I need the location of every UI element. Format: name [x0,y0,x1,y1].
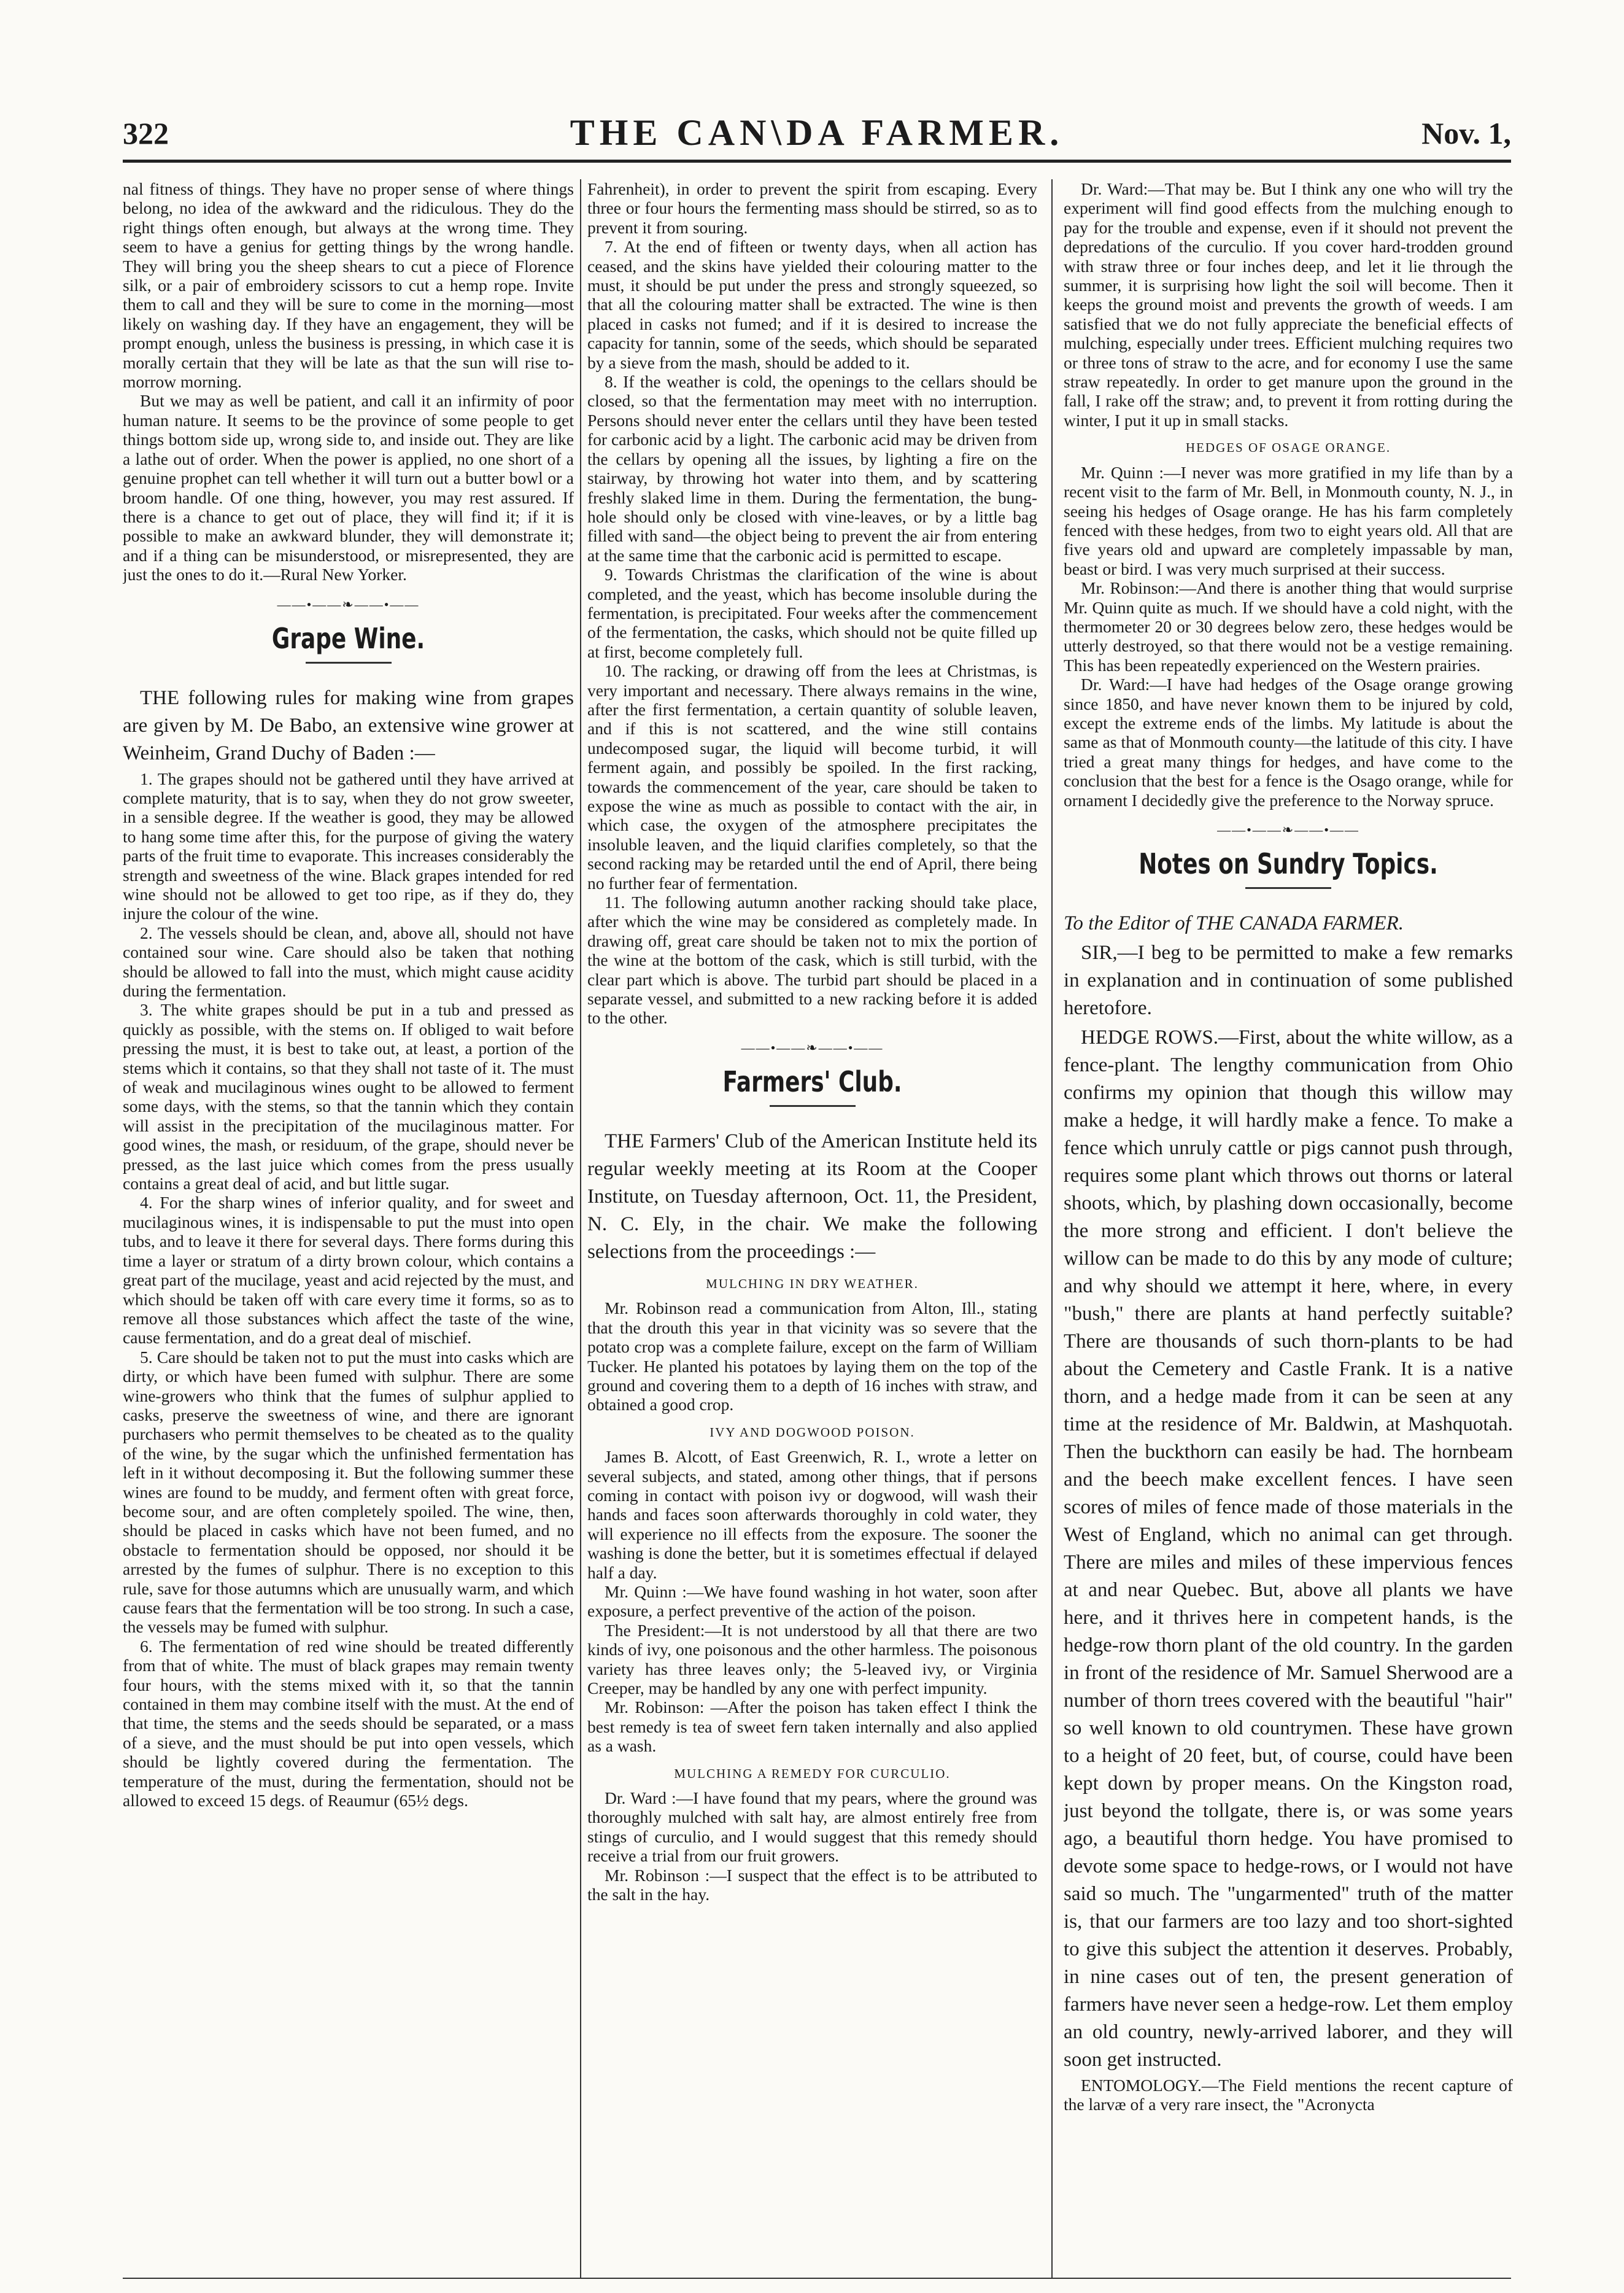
rule-paragraph: 6. The fermentation of red wine should be treated differently from that of white. The must of black grapes may remain twenty four hours, with the stems mixed with it, so that the tannin contained in them may combine itself with the must. At the end of that time, the stems and the seeds should be separated, or a mass of a sieve, and the must should be put into open vessels, which should be lightly covered during the fermentation. The temperature of the must, during the fermentation, should not be allowed to exceed 15 degs. of Reaumur (65½ degs. [123,1636,574,1810]
column-rule [580,179,581,2279]
heading-rule [770,1105,856,1107]
rule-paragraph: 3. The white grapes should be put in a tub and pressed as quickly as possible, with the stems on. If obliged to wait before pressing the must, it is best to take out, at least, a portion of the stems which it contains, so that they shall not taste of it. The must of weak and mucilaginous wines ought to be allowed to ferment some days, with the stems, so that the tannin which they contain will assist in the precipitation of the mucilaginous matter. For good wines, the mash, or residuum, of the grape, should never be pressed, as the last juice which comes from the press usually contains a great deal of acid, and but little sugar. [123,1000,574,1193]
article-intro: THE following rules for making wine from grapes are given by M. De Babo, an extensive wine grower at Weinheim, Grand Duchy of Baden :— [123,686,574,764]
article-intro: THE Farmers' Club of the American Institute held its regular weekly meeting at its Room at the Cooper Institute, on Tuesday afternoon, Oct. 11, the President, N. C. Ely, in the chair. We make the following selections from the proceedings :— [587,1130,1037,1263]
column-2 [587,179,1037,2273]
page-header [123,111,1511,163]
subheading: IVY AND DOGWOOD POISON. [710,1424,915,1440]
letter-paragraph: SIR,—I beg to be permitted to make a few remarks in explanation and in continuation of some published heretofore. [1064,942,1513,1019]
article-paragraph: nal fitness of things. They have no proper sense of where things belong, no idea of the awkward and the ridiculous. They do the right things often enough, but always at the wrong time. They seem to have a genius for getting things by the wrong handle. They will bring you the sheep shears to cut a piece of Florence silk, or a pair of embroidery scissors to cut a hemp rope. Invite them to call and they will be sure to come in the morning—most likely on washing day. If they have an engagement, they will be prompt enough, unless the business is pressing, in which case it is morally certain that they will be late as that the sun will rise to-morrow morning. [123,179,574,392]
article-paragraph: The President:—It is not understood by all that there are two kinds of ivy, one poisonous and the other harmless. The poisonous variety has three leaves only; the 5-leaved ivy, or Virginia Creeper, may be handled by any one with perfect impunity. [587,1620,1037,1697]
article-paragraph: Dr. Ward :—I have found that my pears, where the ground was thoroughly mulched with salt hay, are almost entirely free from stings of curculio, and I would suggest that this remedy should receive a trial from our fruit growers. [587,1788,1037,1866]
article-paragraph: Mr. Robinson:—And there is another thing that would surprise Mr. Quinn quite as much. If we should have a cold night, with the thermometer 20 or 30 degrees below zero, these hedges would be utterly destroyed, so that there would not be a vestige remaining. This has been repeatedly experienced on the Western prairies. [1064,578,1513,675]
rule-paragraph: 10. The racking, or drawing off from the lees at Christmas, is very important and necessary. There always remains in the wine, after the first fermentation, a certain quantity of soluble leaven, and if this is not scattered, and the wine still contains undecomposed sugar, the liquid will become turbid, it will ferment again, and possibly be spoiled. In the first racking, towards the commencement of the year, care should be taken to expose the wine as much as possible to contact with the air, in which case, the oxygen of the atmosphere precipitates the insoluble leaven, and the liquid clarifies completely, so that the second racking may be retarded until the end of April, there being no further fear of fermentation. [587,661,1037,893]
article-paragraph: James B. Alcott, of East Greenwich, R. I., wrote a letter on several subjects, and stated, among other things, that if persons coming in contact with poison ivy or dogwood, will wash their hands and faces soon afterwards thoroughly in cold water, they will experience no ill effects from the exposure. The sooner the washing is done the better, but it is sometimes effectual if delayed half a day. [587,1447,1037,1582]
rule-paragraph: 2. The vessels should be clean, and, above all, should not have contained sour wine. Care should also be taken that nothing should be allowed to fall into the must, which might cause acidity during the fermentation. [123,923,574,1000]
subheading: HEDGES OF OSAGE ORANGE. [1185,440,1391,456]
article-heading-grape-wine: Grape Wine. [271,621,425,655]
page-number: 322 [123,116,169,150]
bottom-rule [123,2278,1511,2279]
subheading: MULCHING A REMEDY FOR CURCULIO. [674,1766,951,1781]
rule-paragraph: Fahrenheit), in order to prevent the spirit from escaping. Every three or four hours the fermenting mass should be stirred, so as to prevent it from souring. [587,179,1037,237]
article-paragraph: But we may as well be patient, and call it an infirmity of poor human nature. It seems to be the province of some people to get things bottom side up, wrong side to, and inside out. They are like a lathe out of order. When the power is applied, no one short of a genuine prophet can tell whether it will turn out a butter bowl or a broom handle. Of one thing, however, you may rest assured. If there is a chance to get out of place, they will find it; if it is possible to make an awkward blunder, they will demonstrate it; and if a thing can be misunderstood, or misrepresented, they are just the ones to do it.—Rural New Yorker. [123,391,574,584]
column-3 [1064,179,1513,2273]
article-paragraph: Mr. Quinn :—I never was more gratified in my life than by a recent visit to the farm of Mr. Bell, in Monmouth county, N. J., in seeing his hedges of Osage orange. He has his farm completely fenced with these hedges, from two to eight years old. All that are five years old and upward are completely impassable by man, beast or bird. I was very much surprised at their success. [1064,462,1513,578]
rule-paragraph: 1. The grapes should not be gathered until they have arrived at complete maturity, that is to say, when they do not grow sweeter, in a sensible degree. If the weather is good, they may be allowed to hang some time after this, for the purpose of giving the watery parts of the fruit time to evaporate. This increases considerably the strength and sweetness of the wine. Black grapes intended for red wine should not be allowed to get too ripe, as if they do, they injure the colour of the wine. [123,769,574,923]
article-paragraph: Mr. Robinson read a communication from Alton, Ill., stating that the drouth this year in that vicinity was so severe that the potato crop was a complete failure, except on the farm of William Tucker. He planted his potatoes by laying them on the top of the ground and covering them to a depth of 16 inches with straw, and obtained a good crop. [587,1298,1037,1414]
rule-paragraph: 11. The following autumn another racking should take place, after which the wine may be considered as completely made. In drawing off, great care should be taken not to mix the portion of the wine at the bottom of the cask, which is still turbid, with the clear part which is above. The turbid part should be placed in a separate vessel, and submitted to a new racking before it is added to the other. [587,893,1037,1028]
article-heading-farmers-club: Farmers' Club. [722,1065,902,1098]
rule-paragraph: 4. For the sharp wines of inferior quality, and for sweet and mucilaginous wines, it is indispensable to put the must into open tubs, and to leave it there for several days. There forms during this time a layer or stratum of a dirty brown colour, which contains a great part of the mucilage, yeast and acid rejected by the must, and which should be taken off with care every time it forms, so as to remove all those substances which affect the taste of the wine, cause fermentation, and do a great deal of mischief. [123,1193,574,1348]
article-paragraph: Mr. Quinn :—We have found washing in hot water, soon after exposure, a perfect preventive of the action of the poison. [587,1581,1037,1621]
letter-paragraph: HEDGE ROWS.—First, about the white willow, as a fence-plant. The lengthy communication from Ohio confirms my opinion that though this willow may make a hedge, it will hardly make a fence. To make a fence which unruly cattle or pigs cannot push through, requires some plant which throws out thorns or lateral shoots, which, by plashing down occasionally, become the more strong and efficient. I don't believe the willow can be made to do this by any mode of culture; and why should we attempt it here, where, in every "bush," there are plants at hand perfectly suitable? There are thousands of such thorn-plants to be had about the Cemetery and Castle Frank. It is a native thorn, and a hedge made from it can be seen at any time at the residence of Mr. Baldwin, at Mashquotah. Then the buckthorn can easily be had. The hornbeam and the beech make excellent fences. I have seen scores of miles of fence made of those materials in the West of England, which no animal can get through. There are miles and miles of these impervious fences at and near Quebec. But, above all plants we have here, and it thrives here in competent hands, is the hedge-row thorn plant of the old country. In the garden in front of the residence of Mr. Samuel Sherwood are a number of thorn trees covered with the beautiful "hair" so well known to old countrymen. These have grown to a height of 20 feet, but, of course, could have been kept down by proper means. On the Kingston road, just beyond the tollgate, there is, or was some years ago, a beautiful thorn hedge. You have promised to devote some space to hedge-rows, or I would not have said so much. The "ungarmented" truth of the matter is, that our farmers are too lazy and too short-sighted to give this subject the attention it deserves. Probably, in nine cases out of ten, the present generation of farmers have never seen a hedge-row. Let them employ an old country, newly-arrived laborer, and they will soon get instructed. [1064,1026,1513,2071]
heading-rule [1245,887,1331,889]
letter-salutation: To the Editor of THE CANADA FARMER. [1064,912,1404,934]
column-rule [1051,179,1053,2279]
heading-rule [306,662,392,664]
ornamental-divider: ——•——❧——•—— [277,596,420,612]
rule-paragraph: 8. If the weather is cold, the openings to the cellars should be closed, so that the fermentation may meet with no interruption. Persons should never enter the cellars until they have been tested for carbonic acid by a light. The carbonic acid may be driven from the cellars by opening all the issues, by lighting a fire on the stairway, by throwing hot water into them, and by scattering freshly slaked lime in them. During the fermentation, the bung-hole should only be closed with vine-leaves, or by a little bag filled with sand—the object being to prevent the air from entering at the same time that the carbonic acid is permitted to escape. [587,372,1037,565]
issue-date: Nov. 1, [1421,116,1511,150]
article-paragraph: Mr. Robinson: —After the poison has taken effect I think the best remedy is tea of sweet fern taken internally and also applied as a wash. [587,1697,1037,1756]
column-1 [123,179,574,2273]
article-paragraph: Dr. Ward:—That may be. But I think any one who will try the experiment will find good effects from the mulching enough to pay for the trouble and expense, even if it should not prevent the depredations of the curculio. If you cover hard-trodden ground with straw three or four inches deep, and let it lie through the summer, it is surprising how light the soil will become. Then it keeps the ground moist and prevents the growth of weeds. I am satisfied that we do not fully appreciate the beneficial effects of mulching, especially under trees. Efficient mulching requires two or three tons of straw to the acre, and for economy I use the same straw repeatedly. In order to get manure upon the ground in the fall, I rake off the straw; and, to prevent it from rotting during the winter, I put it up in small stacks. [1064,179,1513,430]
rule-paragraph: 9. Towards Christmas the clarification of the wine is about completed, and the yeast, which has become insoluble during the fermentation, is precipitated. Four weeks after the commencement of the fermentation, the casks, which should not be quite filled up at first, become completely full. [587,565,1037,661]
letter-paragraph: ENTOMOLOGY.—The Field mentions the recent capture of the larvæ of a very rare insect, the "Acronycta [1064,2076,1513,2114]
rule-paragraph: 5. Care should be taken not to put the must into casks which are dirty, or which have been fumed with sulphur. There are some wine-growers who think that the fumes of sulphur applied to casks, preserve the sweetness of wine, and there are ignorant purchasers who permit themselves to be cheated as to the quality of the wine, by the sugar which the unfinished fermentation has left in it without decomposing it. But the following summer these wines are found to be muddy, and ferment often with great force, become sour, and are often completely spoiled. The wine, then, should be placed in casks which have not been fumed, and no obstacle to fermentation should be opposed, nor should it be arrested by the fumes of sulphur. There is no exception to this rule, save for those autumns which are unusually warm, and which cause fears that the fermentation will be too strong. In such a case, the vessels may be fumed with sulphur. [123,1347,574,1637]
article-paragraph: Dr. Ward:—I have had hedges of the Osage orange growing since 1850, and have never known them to be injured by cold, except the extreme ends of the limbs. My latitude is about the same as that of Monmouth county—the latitude of this city. I have tried a great many things for hedges, and have come to the conclusion that the best for a fence is the Osago orange, while for ornament I decidedly give the preference to the Norway spruce. [1064,675,1513,810]
article-paragraph: Mr. Robinson :—I suspect that the effect is to be attributed to the salt in the hay. [587,1865,1037,1904]
article-heading-notes: Notes on Sundry Topics. [1139,847,1438,880]
ornamental-divider: ——•——❧——•—— [1217,822,1359,837]
masthead-title: THE CAN\DA FARMER. [570,112,1064,153]
subheading: MULCHING IN DRY WEATHER. [706,1276,919,1291]
rule-paragraph: 7. At the end of fifteen or twenty days, when all action has ceased, and the skins have yielded their colouring matter to the must, it should be put under the press and strongly squeezed, so that all the colouring matter shall be extracted. The wine is then placed in casks not fumed; and if it is desired to increase the capacity for tannin, some of the seeds, which should be separated by a sieve from the mash, should be added to it. [587,237,1037,372]
ornamental-divider: ——•——❧——•—— [741,1039,884,1055]
